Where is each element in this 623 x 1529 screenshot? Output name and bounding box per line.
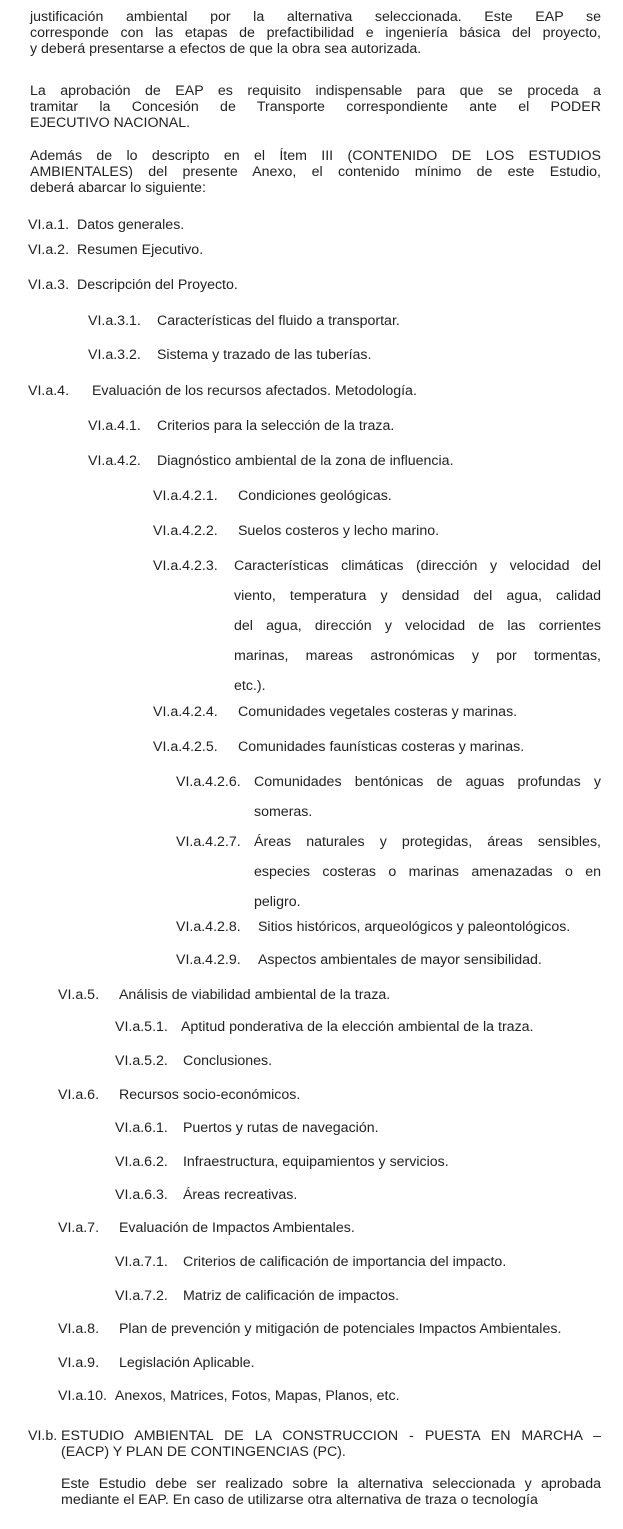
text-line: justificación ambiental por la alternativa seleccionada. Este EAP se — [30, 9, 601, 25]
item-text: Comunidades vegetales costeras y marinas. — [237, 704, 518, 720]
item-number: VI.a.3.1. — [88, 313, 141, 329]
item-number: VI.a.6.2. — [115, 1154, 168, 1170]
item-text: Diagnóstico ambiental de la zona de influencia. — [156, 453, 454, 469]
outline-item — [28, 241, 203, 259]
outline-item — [176, 918, 570, 936]
item-number: VI.a.5.1. — [115, 1019, 168, 1035]
item-text: Aspectos ambientales de mayor sensibilidad. — [257, 952, 542, 968]
item-number: VI.a.4.2.9. — [176, 952, 241, 968]
text-line: La aprobación de EAP es requisito indispensable para que se proceda a — [30, 83, 601, 99]
outline-item — [176, 951, 542, 969]
outline-item — [153, 487, 392, 505]
item-text: Suelos costeros y lecho marino. — [237, 523, 440, 539]
item-number: VI.a.6.3. — [115, 1187, 168, 1203]
item-text: Plan de prevención y mitigación de potenciales Impactos Ambientales. — [118, 1321, 562, 1337]
item-number: VI.a.1. — [28, 217, 70, 233]
item-text: Áreas recreativas. — [182, 1187, 298, 1203]
outline-item — [58, 1320, 561, 1338]
item-number: VI.a.7.2. — [115, 1288, 168, 1304]
outline-item-body — [234, 551, 601, 701]
item-text: Conclusiones. — [182, 1053, 273, 1069]
outline-item — [153, 738, 524, 756]
item-number: VI.a.4.2.2. — [153, 523, 218, 539]
outline-item — [58, 1219, 355, 1237]
item-text: Evaluación de los recursos afectados. Metodología. — [91, 383, 417, 399]
item-text: Criterios de calificación de importancia del impacto. — [182, 1254, 507, 1270]
item-number: VI.a.6. — [58, 1087, 100, 1103]
text-line: Además de lo descripto en el Ítem III (CONTENIDO DE LOS ESTUDIOS — [30, 148, 601, 164]
item-number: VI.a.7.1. — [115, 1254, 168, 1270]
outline-item — [28, 216, 184, 234]
item-text: Criterios para la selección de la traza. — [156, 418, 395, 434]
outline-item — [115, 1287, 399, 1305]
item-number: VI.a.3.2. — [88, 347, 141, 363]
item-number: VI.a.6.1. — [115, 1120, 168, 1136]
outline-item — [58, 1387, 400, 1405]
text-line: EJECUTIVO NACIONAL. — [30, 115, 191, 131]
item-text: Legislación Aplicable. — [118, 1355, 255, 1371]
text-line: viento, temperatura y densidad del agua, calidad — [234, 588, 601, 604]
item-text: Matriz de calificación de impactos. — [182, 1288, 400, 1304]
outline-item — [88, 346, 371, 364]
section-number: VI.b. — [28, 1428, 58, 1444]
item-number: VI.a.2. — [28, 242, 70, 258]
outline-item-body — [254, 767, 601, 827]
item-number: VI.a.4.1. — [88, 418, 141, 434]
item-text: Resumen Ejecutivo. — [76, 242, 204, 258]
text-line: corresponde con las etapas de prefactibilidad e ingeniería básica del proyecto, — [30, 25, 601, 41]
outline-item-number — [176, 773, 245, 791]
outline-item — [153, 522, 439, 540]
text-line: mediante el EAP. En caso de utilizarse otra alternativa de traza o tecnología — [61, 1492, 538, 1508]
item-text: Sitios históricos, arqueológicos y paleontológicos. — [257, 919, 571, 935]
text-line: especies costeras o marinas amenazadas o en — [254, 864, 601, 880]
item-number: VI.a.4.2.1. — [153, 488, 218, 504]
item-text: Datos generales. — [76, 217, 185, 233]
section-b-title — [61, 1428, 601, 1460]
outline-item — [115, 1119, 379, 1137]
text-line: peligro. — [254, 894, 301, 910]
intro-paragraph-1 — [30, 9, 601, 57]
section-b-number — [28, 1428, 61, 1444]
section-b-body — [61, 1476, 601, 1508]
item-text: Evaluación de Impactos Ambientales. — [118, 1220, 355, 1236]
item-number: VI.a.3. — [28, 277, 70, 293]
outline-item — [58, 1354, 255, 1372]
text-line: ESTUDIO AMBIENTAL DE LA CONSTRUCCION - PUESTA EN MARCHA – — [61, 1428, 601, 1444]
outline-item — [58, 1086, 300, 1104]
text-line: someras. — [254, 804, 313, 820]
item-text: Infraestructura, equipamientos y servicios. — [182, 1154, 449, 1170]
item-number: VI.a.8. — [58, 1321, 100, 1337]
item-number: VI.a.4.2.8. — [176, 919, 241, 935]
outline-item — [58, 986, 390, 1004]
item-number: VI.a.4.2.7. — [176, 834, 241, 850]
text-line: marinas, mareas astronómicas y por tormentas, — [234, 648, 601, 664]
item-number: VI.a.7. — [58, 1220, 100, 1236]
item-text: Recursos socio-económicos. — [118, 1087, 301, 1103]
item-text: Anexos, Matrices, Fotos, Mapas, Planos, etc. — [114, 1388, 400, 1404]
text-line: Comunidades bentónicas de aguas profundas y — [254, 774, 601, 790]
item-text: Características del fluido a transportar. — [156, 313, 400, 329]
intro-paragraph-2 — [30, 83, 601, 131]
outline-item-number — [176, 833, 245, 851]
item-number: VI.a.5. — [58, 987, 100, 1003]
text-line: AMBIENTALES) del presente Anexo, el contenido mínimo de este Estudio, — [30, 164, 601, 180]
text-line: Este Estudio debe ser realizado sobre la alternativa seleccionada y aprobada — [61, 1476, 601, 1492]
item-text: Comunidades faunísticas costeras y marinas. — [237, 739, 525, 755]
outline-item-body — [254, 827, 601, 917]
item-number: VI.a.4.2.4. — [153, 704, 218, 720]
text-line: Áreas naturales y protegidas, áreas sensibles, — [254, 834, 601, 850]
item-number: VI.a.4.2. — [88, 453, 141, 469]
outline-item — [88, 452, 454, 470]
item-text: Análisis de viabilidad ambiental de la traza. — [118, 987, 391, 1003]
item-text: Aptitud ponderativa de la elección ambiental de la traza. — [180, 1019, 534, 1035]
outline-item — [115, 1153, 449, 1171]
outline-item — [88, 417, 394, 435]
item-text: Condiciones geológicas. — [237, 488, 392, 504]
outline-item — [88, 312, 400, 330]
outline-item — [115, 1052, 272, 1070]
outline-item — [115, 1186, 297, 1204]
text-line: y deberá presentarse a efectos de que la obra sea autorizada. — [30, 41, 422, 57]
item-number: VI.a.9. — [58, 1355, 100, 1371]
text-line: etc.). — [234, 678, 266, 694]
text-line: (EACP) Y PLAN DE CONTINGENCIAS (PC). — [61, 1444, 346, 1460]
intro-paragraph-3 — [30, 148, 601, 196]
outline-item — [153, 703, 517, 721]
item-text: Descripción del Proyecto. — [76, 277, 238, 293]
outline-item — [115, 1253, 506, 1271]
item-number: VI.a.4.2.3. — [153, 558, 218, 574]
text-line: tramitar la Concesión de Transporte correspondiente ante el PODER — [30, 99, 601, 115]
outline-item — [115, 1018, 534, 1036]
text-line: Características climáticas (dirección y velocidad del — [234, 558, 601, 574]
item-number: VI.a.4.2.6. — [176, 774, 241, 790]
text-line: del agua, dirección y velocidad de las corrientes — [234, 618, 601, 634]
outline-item — [28, 382, 417, 400]
item-number: VI.a.10. — [58, 1388, 107, 1404]
item-number: VI.a.4.2.5. — [153, 739, 218, 755]
outline-item — [28, 276, 238, 294]
item-number: VI.a.4. — [28, 383, 70, 399]
item-text: Sistema y trazado de las tuberías. — [156, 347, 372, 363]
text-line: deberá abarcar lo siguiente: — [30, 180, 206, 196]
outline-item-number — [153, 557, 222, 575]
item-text: Puertos y rutas de navegación. — [182, 1120, 379, 1136]
item-number: VI.a.5.2. — [115, 1053, 168, 1069]
